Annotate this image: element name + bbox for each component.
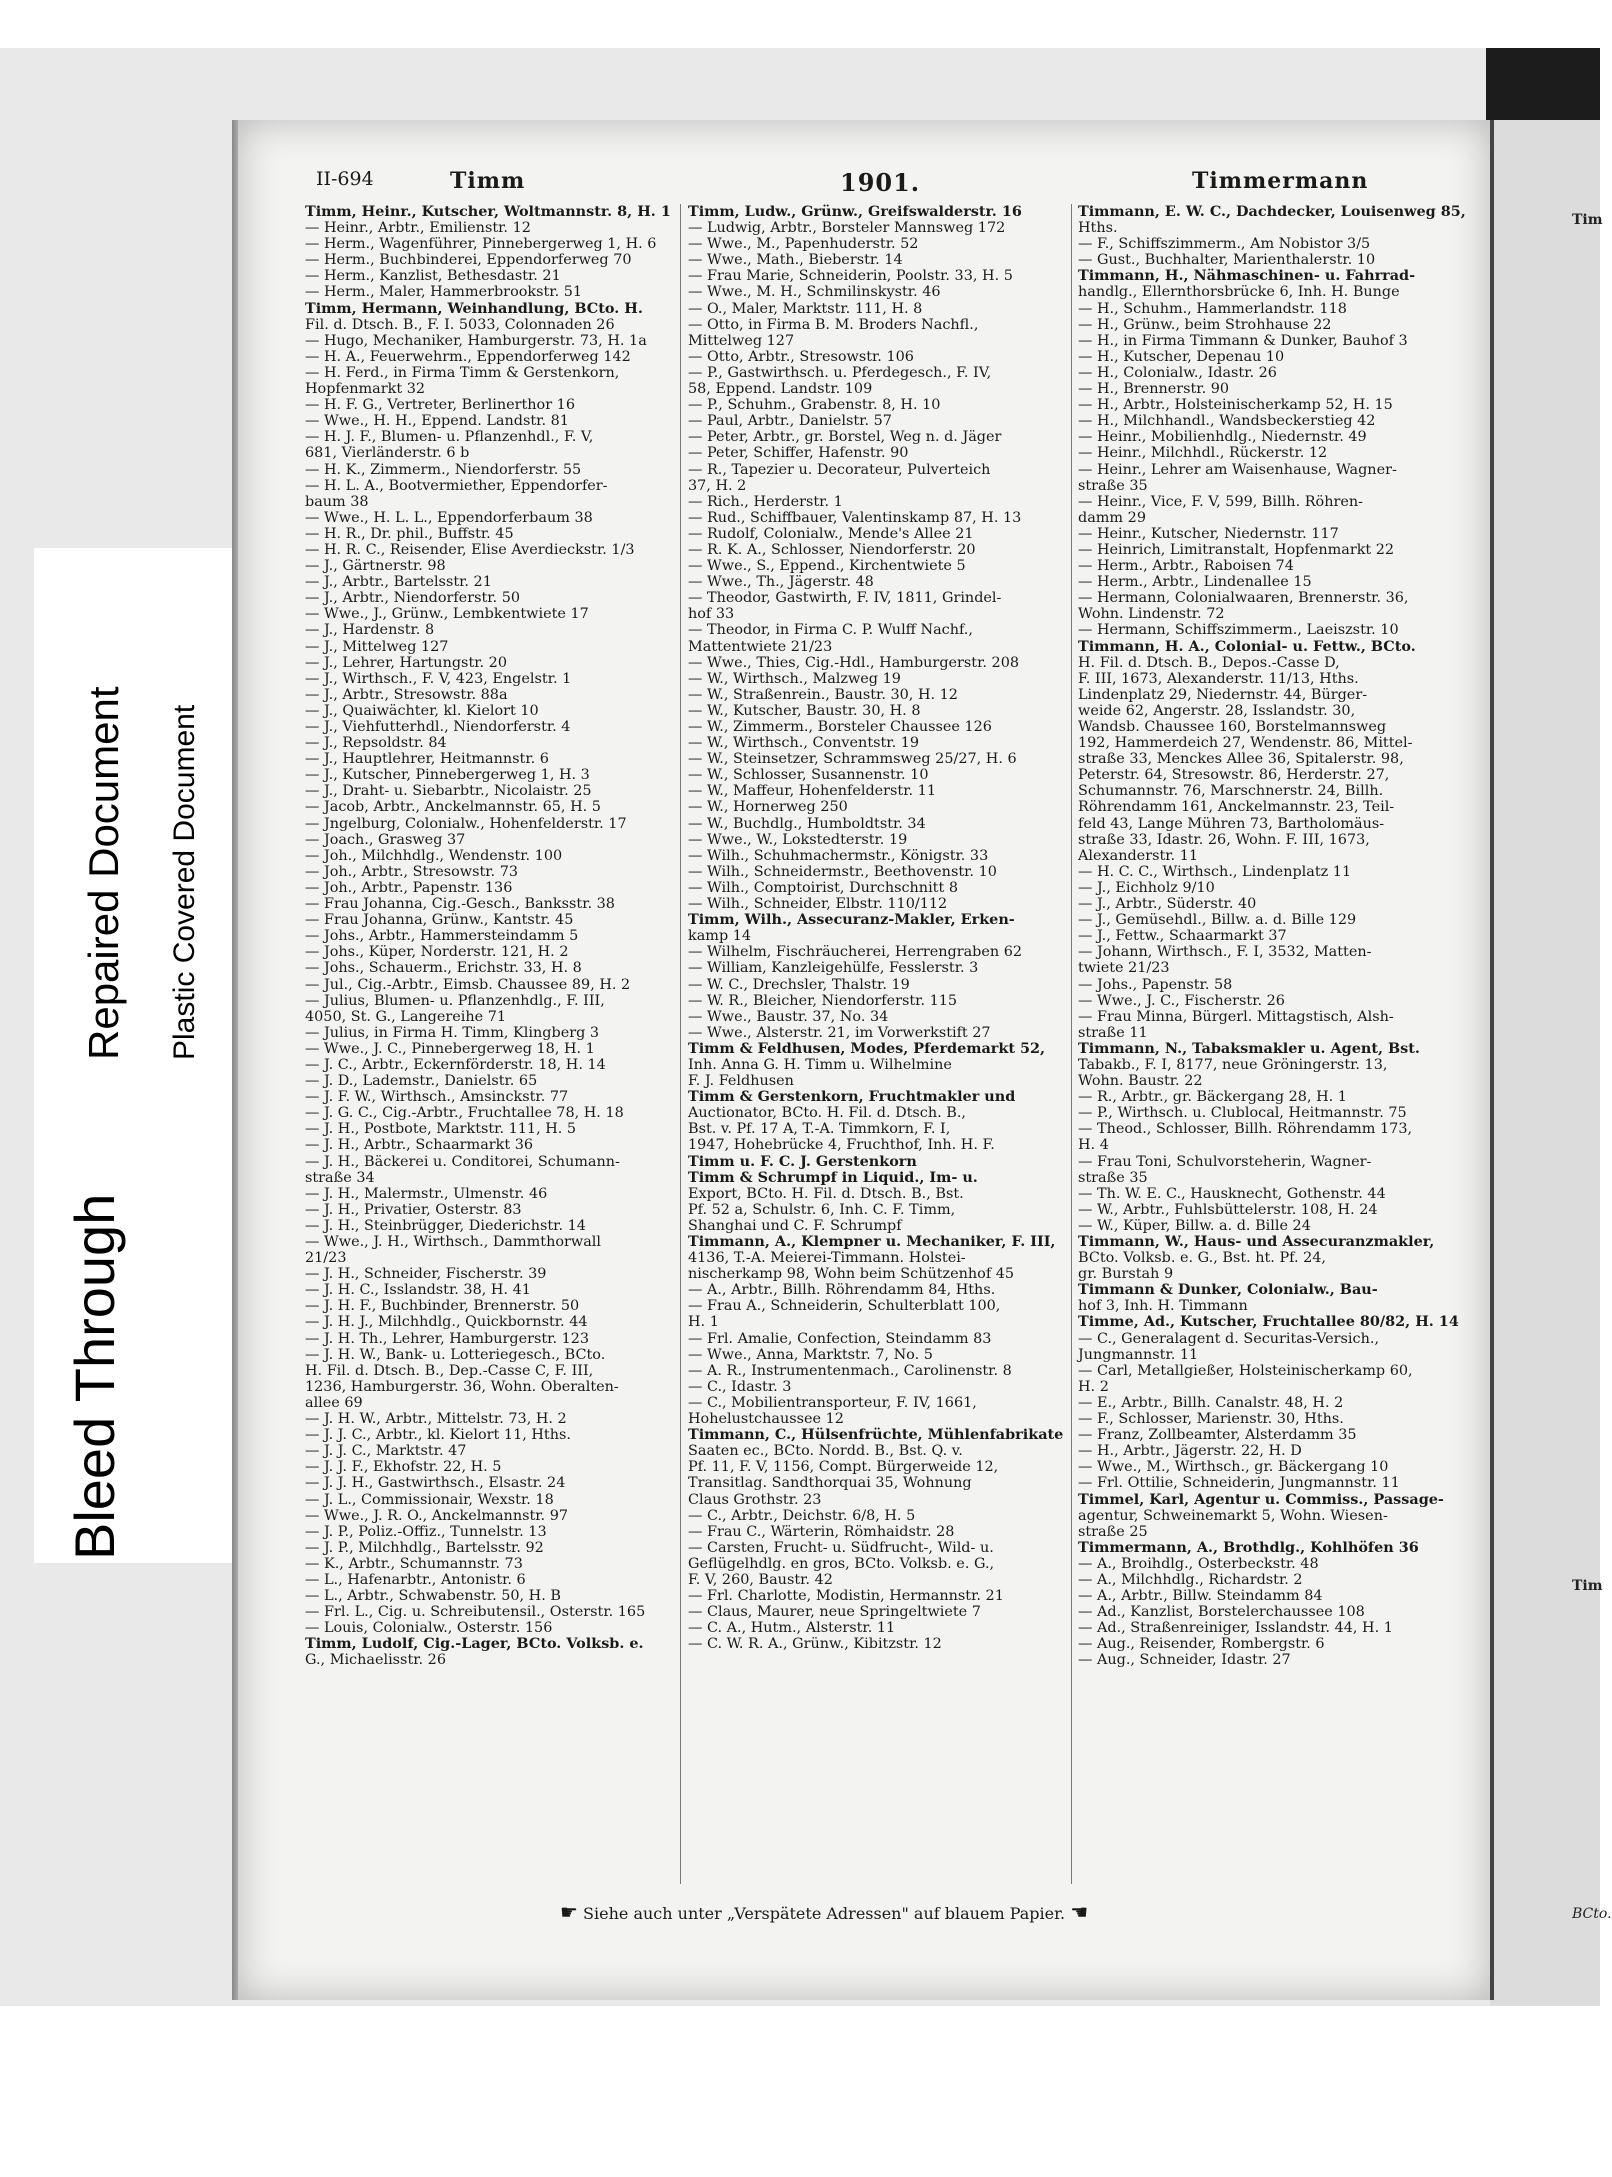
directory-entry: Timmann, C., Hülsenfrüchte, Mühlenfabrikate <box>688 1426 1064 1444</box>
directory-entry: — W., Kutscher, Baustr. 30, H. 8 <box>688 702 921 719</box>
directory-entry: — Peter, Schiffer, Hafenstr. 90 <box>688 445 909 462</box>
directory-entry: — Wwe., Alsterstr. 21, im Vorwerkstift 27 <box>688 1024 991 1041</box>
directory-entry: straße 35 <box>1078 1169 1148 1186</box>
directory-entry: 58, Eppend. Landstr. 109 <box>688 381 873 398</box>
directory-entry: — Rud., Schiffbauer, Valentinskamp 87, H. 13 <box>688 509 1022 526</box>
directory-entry: — Wwe., J. H., Wirthsch., Dammthorwall <box>305 1234 601 1250</box>
directory-entry: — Otto, Arbtr., Stresowstr. 106 <box>688 348 914 365</box>
directory-entry: Timmann, H., Nähmaschinen- u. Fahrrad- <box>1078 267 1416 285</box>
directory-entry: — J., Wirthsch., F. V, 423, Engelstr. 1 <box>305 670 572 687</box>
directory-entry: — Johann, Wirthsch., F. I, 3532, Matten- <box>1078 944 1372 961</box>
directory-entry: — W., Küper, Billw. a. d. Bille 24 <box>1078 1217 1311 1234</box>
directory-entry: — William, Kanzleigehülfe, Fesslerstr. 3 <box>688 960 979 977</box>
directory-entry: straße 35 <box>1078 477 1148 494</box>
directory-entry: Timm, Heinr., Kutscher, Woltmannstr. 8, H. 1 <box>305 203 671 220</box>
directory-entry: — Joach., Grasweg 37 <box>305 831 466 848</box>
directory-entry: handlg., Ellernthorsbrücke 6, Inh. H. Bunge <box>1078 284 1400 301</box>
directory-entry: — Wwe., J., Grünw., Lembkentwiete 17 <box>305 606 589 623</box>
directory-entry: — J. H., Arbtr., Schaarmarkt 36 <box>305 1137 534 1154</box>
directory-entry: — J. J. C., Marktstr. 47 <box>305 1443 467 1460</box>
directory-entry: — J., Repsoldstr. 84 <box>305 735 447 752</box>
directory-column-1 <box>305 204 675 1669</box>
directory-entry: — C., Mobilientransporteur, F. IV, 1661, <box>688 1394 977 1411</box>
directory-entry: — Heinr., Kutscher, Niedernstr. 117 <box>1078 525 1339 542</box>
directory-entry: — Frau Johanna, Grünw., Kantstr. 45 <box>305 912 574 929</box>
directory-entry: Export, BCto. H. Fil. d. Dtsch. B., Bst. <box>688 1185 964 1202</box>
directory-entry: — Wwe., H. L. L., Eppendorferbaum 38 <box>305 509 593 526</box>
directory-entry: weide 62, Angerstr. 28, Isslandstr. 30, <box>1078 702 1356 719</box>
directory-entry: hof 3, Inh. H. Timmann <box>1078 1298 1248 1315</box>
plastic-covered-label: Plastic Covered Document <box>168 704 201 1060</box>
directory-entry: — Johs., Papenstr. 58 <box>1078 976 1233 993</box>
directory-entry: — J. H., Schneider, Fischerstr. 39 <box>305 1266 547 1283</box>
directory-entry: — Rich., Herderstr. 1 <box>688 493 843 510</box>
directory-entry: — Johs., Küper, Norderstr. 121, H. 2 <box>305 944 569 961</box>
directory-entry: — J. H., Postbote, Marktstr. 111, H. 5 <box>305 1121 577 1138</box>
left-heading: Timm <box>450 168 526 194</box>
directory-entry: — J. H., Bäckerei u. Conditorei, Schumann- <box>305 1153 620 1170</box>
directory-entry: — J. H. J., Milchhdlg., Quickbornstr. 44 <box>305 1314 588 1331</box>
directory-entry: — W., Buchdlg., Humboldtstr. 34 <box>688 815 926 832</box>
directory-entry: H. 4 <box>1078 1137 1109 1154</box>
directory-entry: Mattentwiete 21/23 <box>688 638 833 655</box>
directory-entry: — Rudolf, Colonialw., Mende's Allee 21 <box>688 525 974 542</box>
directory-entry: Hths. <box>1078 220 1118 237</box>
directory-column-3 <box>1078 204 1468 1669</box>
directory-entry: straße 33, Idastr. 26, Wohn. F. III, 1673, <box>1078 831 1370 848</box>
directory-entry: damm 29 <box>1078 509 1146 526</box>
directory-entry: Lindenplatz 29, Niedernstr. 44, Bürger- <box>1078 686 1368 703</box>
directory-entry: — Ad., Straßenreiniger, Isslandstr. 44, H. 1 <box>1078 1620 1393 1637</box>
directory-entry: — Wwe., J. R. O., Anckelmannstr. 97 <box>305 1507 569 1524</box>
directory-entry: — A., Broihdlg., Osterbeckstr. 48 <box>1078 1555 1319 1572</box>
pointing-hand-icon: ☛ <box>560 1900 578 1924</box>
directory-entry: Timm & Schrumpf in Liquid., Im- u. <box>688 1168 978 1186</box>
directory-entry: — J., Lehrer, Hartungstr. 20 <box>305 654 507 671</box>
directory-entry: Geflügelhdlg. en gros, BCto. Volksb. e. G., <box>688 1555 995 1572</box>
directory-entry: 1236, Hamburgerstr. 36, Wohn. Oberalten- <box>305 1378 619 1395</box>
directory-entry: — H. R., Dr. phil., Buffstr. 45 <box>305 525 514 542</box>
directory-entry: — Wwe., J. C., Fischerstr. 26 <box>1078 992 1285 1009</box>
directory-entry: — H., Arbtr., Holsteinischerkamp 52, H. 15 <box>1078 397 1393 414</box>
right-heading: Timmermann <box>1192 168 1369 194</box>
directory-entry: — H. K., Zimmerm., Niendorferstr. 55 <box>305 461 582 478</box>
directory-entry: — Johs., Arbtr., Hammersteindamm 5 <box>305 928 579 945</box>
directory-entry: Pf. 11, F. V, 1156, Compt. Bürgerweide 12, <box>688 1459 999 1476</box>
directory-entry: Wohn. Baustr. 22 <box>1078 1073 1203 1090</box>
directory-entry: — R., Arbtr., gr. Bäckergang 28, H. 1 <box>1078 1089 1347 1106</box>
directory-entry: 4136, T.-A. Meierei-Timmann. Holstei- <box>688 1250 966 1267</box>
directory-entry: — P., Schuhm., Grabenstr. 8, H. 10 <box>688 397 941 414</box>
directory-entry: — Frau Toni, Schulvorsteherin, Wagner- <box>1078 1153 1372 1170</box>
directory-entry: — Aug., Reisender, Rombergstr. 6 <box>1078 1636 1325 1653</box>
directory-entry: — J., Draht- u. Siebarbtr., Nicolaistr. 25 <box>305 783 592 800</box>
directory-entry: — J. P., Poliz.-Offiz., Tunnelstr. 13 <box>305 1523 547 1540</box>
directory-entry: — E., Arbtr., Billh. Canalstr. 48, H. 2 <box>1078 1394 1344 1411</box>
directory-entry: — Hermann, Schiffszimmerm., Laeiszstr. 10 <box>1078 622 1399 639</box>
directory-entry: — Hugo, Mechaniker, Hamburgerstr. 73, H. 1a <box>305 332 647 349</box>
directory-entry: — J. H. W., Bank- u. Lotteriegesch., BCto. <box>305 1346 606 1363</box>
directory-entry: Timmann, H. A., Colonial- u. Fettw., BCto. <box>1078 637 1416 655</box>
directory-entry: — Wwe., Th., Jägerstr. 48 <box>688 574 874 591</box>
directory-entry: — H., Milchhandl., Wandsbeckerstieg 42 <box>1078 413 1376 430</box>
directory-entry: Alexanderstr. 11 <box>1078 847 1199 864</box>
directory-entry: — Heinr., Lehrer am Waisenhause, Wagner- <box>1078 461 1397 478</box>
directory-entry: — J. J. H., Gastwirthsch., Elsastr. 24 <box>305 1475 566 1492</box>
directory-entry: allee 69 <box>305 1394 363 1411</box>
directory-entry: — W., Zimmerm., Borsteler Chaussee 126 <box>688 719 992 735</box>
directory-entry: — Wwe., J. C., Pinnebergerweg 18, H. 1 <box>305 1040 595 1057</box>
directory-entry: — Wilh., Schneidermstr., Beethovenstr. 10 <box>688 863 997 880</box>
directory-entry: — J. P., Milchhdlg., Bartelsstr. 92 <box>305 1539 544 1556</box>
directory-entry: — A., Arbtr., Billh. Röhrendamm 84, Hths. <box>688 1282 996 1299</box>
directory-entry: — Frl. L., Cig. u. Schreibutensil., Osterstr. 165 <box>305 1604 646 1621</box>
directory-entry: — Wwe., M., Papenhuderstr. 52 <box>688 236 919 253</box>
directory-entry: — Hermann, Colonialwaaren, Brennerstr. 36, <box>1078 590 1409 607</box>
directory-entry: Timmann, E. W. C., Dachdecker, Louisenweg 85, <box>1078 203 1466 220</box>
year-heading: 1901. <box>840 168 921 197</box>
directory-entry: — J., Kutscher, Pinnebergerweg 1, H. 3 <box>305 767 590 784</box>
directory-entry: Pf. 52 a, Schulstr. 6, Inh. C. F. Timm, <box>688 1201 956 1218</box>
directory-entry: Timmel, Karl, Agentur u. Commiss., Passage- <box>1078 1490 1444 1508</box>
directory-entry: — H. A., Feuerwehrm., Eppendorferweg 142 <box>305 348 631 365</box>
directory-entry: — H. C. C., Wirthsch., Lindenplatz 11 <box>1078 863 1352 880</box>
directory-entry: — H. J. F., Blumen- u. Pflanzenhdl., F. V, <box>305 429 594 446</box>
directory-entry: Wohn. Lindenstr. 72 <box>1078 606 1225 623</box>
directory-entry: — Gust., Buchhalter, Marienthalerstr. 10 <box>1078 252 1376 269</box>
directory-entry: — Wwe., Anna, Marktstr. 7, No. 5 <box>688 1346 933 1363</box>
repaired-document-label: Repaired Document <box>80 686 127 1060</box>
directory-entry: — Wwe., S., Eppend., Kirchentwiete 5 <box>688 558 966 575</box>
directory-entry: — W., Maffeur, Hohenfelderstr. 11 <box>688 783 936 800</box>
directory-entry: 681, Vierländerstr. 6 b <box>305 445 470 462</box>
directory-entry: — Herm., Buchbinderei, Eppendorferweg 70 <box>305 252 632 269</box>
directory-entry: — Wwe., M., Wirthsch., gr. Bäckergang 10 <box>1078 1459 1389 1476</box>
directory-entry: — Wilhelm, Fischräucherei, Herrengraben 62 <box>688 944 1023 961</box>
directory-entry: — J. H. C., Isslandstr. 38, H. 41 <box>305 1282 531 1299</box>
directory-entry: — A., Arbtr., Billw. Steindamm 84 <box>1078 1588 1323 1605</box>
directory-entry: — Heinr., Vice, F. V, 599, Billh. Röhren- <box>1078 493 1364 510</box>
directory-entry: — Theod., Schlosser, Billh. Röhrendamm 173, <box>1078 1121 1413 1138</box>
directory-entry: — F., Schiffszimmerm., Am Nobistor 3/5 <box>1078 236 1371 253</box>
directory-entry: gr. Burstah 9 <box>1078 1266 1174 1283</box>
directory-entry: — Herm., Arbtr., Raboisen 74 <box>1078 558 1294 575</box>
directory-entry: Timme, Ad., Kutscher, Fruchtallee 80/82, H. 14 <box>1078 1313 1459 1331</box>
directory-entry: — J., Mittelweg 127 <box>305 638 449 655</box>
directory-entry: — C., Idastr. 3 <box>688 1378 792 1395</box>
column-rule <box>680 204 681 1884</box>
directory-entry: — J. H., Malermstr., Ulmenstr. 46 <box>305 1185 548 1202</box>
directory-entry: — F., Schlosser, Marienstr. 30, Hths. <box>1078 1411 1344 1428</box>
directory-entry: — Theodor, in Firma C. P. Wulff Nachf., <box>688 622 973 639</box>
directory-entry: Timmann, W., Haus- und Assecuranzmakler, <box>1078 1233 1435 1250</box>
directory-entry: — J. D., Lademstr., Danielstr. 65 <box>305 1073 538 1090</box>
adjacent-page-fragment: Tim <box>1572 212 1603 228</box>
directory-entry: — P., Wirthsch. u. Clublocal, Heitmannstr. 75 <box>1078 1105 1407 1122</box>
directory-entry: — Julius, Blumen- u. Pflanzenhdlg., F. III, <box>305 992 605 1009</box>
directory-entry: — Herm., Kanzlist, Bethesdastr. 21 <box>305 268 561 285</box>
directory-entry: — Frl. Ottilie, Schneiderin, Jungmannstr. 11 <box>1078 1475 1400 1492</box>
bleed-through-label: Bleed Through <box>63 1193 126 1560</box>
directory-entry: straße 34 <box>305 1169 375 1186</box>
directory-entry: — O., Maler, Marktstr. 111, H. 8 <box>688 300 923 317</box>
directory-entry: — L., Hafenarbtr., Antonistr. 6 <box>305 1571 526 1588</box>
directory-entry: — W., Arbtr., Fuhlsbüttelerstr. 108, H. 24 <box>1078 1201 1378 1218</box>
directory-entry: — J., Arbtr., Niendorferstr. 50 <box>305 590 521 607</box>
directory-entry: — H. L. A., Bootvermiether, Eppendorfer- <box>305 477 608 494</box>
directory-entry: — J. L., Commissionair, Wexstr. 18 <box>305 1491 554 1508</box>
directory-entry: — J., Quaiwächter, kl. Kielort 10 <box>305 702 539 719</box>
directory-entry: Transitlag. Sandthorquai 35, Wohnung <box>688 1475 972 1492</box>
column-rule <box>1071 204 1072 1884</box>
footer-note <box>560 1900 1088 1924</box>
directory-entry: Röhrendamm 161, Anckelmannstr. 23, Teil- <box>1078 799 1395 816</box>
directory-entry: — Frl. Amalie, Confection, Steindamm 83 <box>688 1330 992 1347</box>
directory-entry: — J., Viehfutterhdl., Niendorferstr. 4 <box>305 719 571 735</box>
directory-entry: — J. G. C., Cig.-Arbtr., Fruchtallee 78, H. 18 <box>305 1105 624 1122</box>
directory-entry: — Wilh., Schuhmachermstr., Königstr. 33 <box>688 847 989 864</box>
directory-entry: — Joh., Arbtr., Papenstr. 136 <box>305 879 513 896</box>
footer-note-text: Siehe auch unter „Verspätete Adressen" auf blauem Papier. <box>583 1904 1066 1923</box>
directory-entry: Fil. d. Dtsch. B., F. I. 5033, Colonnaden 26 <box>305 316 615 333</box>
adjacent-page <box>1490 48 1600 2006</box>
directory-entry: — Jul., Cig.-Arbtr., Eimsb. Chaussee 89, H. 2 <box>305 976 631 993</box>
directory-entry: — Wwe., W., Lokstedterstr. 19 <box>688 831 908 848</box>
directory-entry: — W., Wirthsch., Conventstr. 19 <box>688 735 920 752</box>
directory-entry: Tabakb., F. I, 8177, neue Gröningerstr. 13, <box>1078 1056 1388 1073</box>
directory-entry: — J., Arbtr., Stresowstr. 88a <box>305 686 508 703</box>
directory-entry: — Herm., Arbtr., Lindenallee 15 <box>1078 574 1312 591</box>
pointing-hand-icon: ☚ <box>1070 1900 1089 1924</box>
directory-entry: — J., Gemüsehdl., Billw. a. d. Bille 129 <box>1078 912 1357 929</box>
directory-entry: F. III, 1673, Alexanderstr. 11/13, Hths. <box>1078 670 1359 687</box>
directory-entry: nischerkamp 98, Wohn beim Schützenhof 45 <box>688 1266 1015 1283</box>
directory-entry: Claus Grothstr. 23 <box>688 1491 822 1508</box>
directory-entry: — J. C., Arbtr., Eckernförderstr. 18, H. 14 <box>305 1056 606 1073</box>
directory-entry: — J., Hardenstr. 8 <box>305 622 435 639</box>
directory-entry: — J. H. W., Arbtr., Mittelstr. 73, H. 2 <box>305 1411 567 1428</box>
directory-entry: — H., Grünw., beim Strohhause 22 <box>1078 316 1332 333</box>
directory-entry: — A. R., Instrumentenmach., Carolinenstr. 8 <box>688 1362 1012 1379</box>
directory-entry: Mittelweg 127 <box>688 332 795 349</box>
directory-column-2 <box>688 204 1068 1652</box>
directory-entry: 21/23 <box>305 1250 347 1267</box>
directory-entry: Timm u. F. C. J. Gerstenkorn <box>688 1152 917 1170</box>
directory-entry: — Heinr., Milchhdl., Rückerstr. 12 <box>1078 445 1328 462</box>
directory-entry: Saaten ec., BCto. Nordd. B., Bst. Q. v. <box>688 1443 963 1460</box>
directory-entry: Inh. Anna G. H. Timm u. Wilhelmine <box>688 1056 952 1073</box>
directory-entry: — Wilh., Schneider, Elbstr. 110/112 <box>688 896 948 913</box>
page-number: II-694 <box>316 168 374 190</box>
directory-entry: — J. J. F., Ekhofstr. 22, H. 5 <box>305 1459 502 1476</box>
directory-entry: — Wwe., Thies, Cig.-Hdl., Hamburgerstr. 208 <box>688 654 1020 671</box>
adjacent-page-shadow <box>1486 48 1600 120</box>
directory-entry: straße 33, Menckes Allee 36, Spitalerstr. 98, <box>1078 751 1404 768</box>
directory-entry: BCto. Volksb. e. G., Bst. ht. Pf. 24, <box>1078 1250 1326 1267</box>
directory-entry: — Franz, Zollbeamter, Alsterdamm 35 <box>1078 1427 1357 1444</box>
directory-entry: — Frau C., Wärterin, Römhaidstr. 28 <box>688 1523 955 1540</box>
directory-entry: Wandsb. Chaussee 160, Borstelmannsweg <box>1078 719 1387 735</box>
directory-entry: — J., Arbtr., Bartelsstr. 21 <box>305 574 492 591</box>
directory-entry: — Wwe., Baustr. 37, No. 34 <box>688 1008 889 1025</box>
directory-entry: — Johs., Schauerm., Erichstr. 33, H. 8 <box>305 960 582 977</box>
directory-entry: Hohelustchaussee 12 <box>688 1411 844 1428</box>
directory-entry: — P., Gastwirthsch. u. Pferdegesch., F. IV, <box>688 364 992 381</box>
directory-entry: — A., Milchhdlg., Richardstr. 2 <box>1078 1571 1303 1588</box>
directory-entry: G., Michaelisstr. 26 <box>305 1652 446 1669</box>
directory-entry: — J., Eichholz 9/10 <box>1078 879 1215 896</box>
directory-entry: Timmann & Dunker, Colonialw., Bau- <box>1078 1281 1378 1299</box>
directory-entry: — H., Arbtr., Jägerstr. 22, H. D <box>1078 1443 1302 1460</box>
directory-entry: 192, Hammerdeich 27, Wendenstr. 86, Mittel- <box>1078 735 1413 752</box>
directory-entry: Bst. v. Pf. 17 A, T.-A. Timmkorn, F. I, <box>688 1121 951 1138</box>
directory-entry: — Ludwig, Arbtr., Borsteler Mannsweg 172 <box>688 220 1006 237</box>
directory-entry: — J., Hauptlehrer, Heitmannstr. 6 <box>305 751 549 768</box>
directory-entry: — W., Schlosser, Susannenstr. 10 <box>688 767 929 784</box>
directory-entry: — H., in Firma Timmann & Dunker, Bauhof 3 <box>1078 332 1408 349</box>
directory-entry: — Joh., Milchhdlg., Wendenstr. 100 <box>305 847 563 864</box>
directory-entry: twiete 21/23 <box>1078 960 1170 977</box>
directory-entry: — Julius, in Firma H. Timm, Klingberg 3 <box>305 1024 600 1041</box>
directory-entry: straße 25 <box>1078 1523 1148 1540</box>
directory-entry: — J., Gärtnerstr. 98 <box>305 558 446 575</box>
directory-entry: — Frau A., Schneiderin, Schulterblatt 100, <box>688 1298 1001 1315</box>
directory-entry: — Heinr., Mobilienhdlg., Niedernstr. 49 <box>1078 429 1367 446</box>
directory-entry: — W. C., Drechsler, Thalstr. 19 <box>688 976 910 993</box>
directory-entry: — Frl. Charlotte, Modistin, Hermannstr. 21 <box>688 1588 1004 1605</box>
directory-entry: Auctionator, BCto. H. Fil. d. Dtsch. B., <box>688 1105 967 1122</box>
directory-entry: — H., Kutscher, Depenau 10 <box>1078 348 1285 365</box>
directory-entry: Timm, Ludw., Grünw., Greifswalderstr. 16 <box>688 203 1022 220</box>
directory-entry: — J., Fettw., Schaarmarkt 37 <box>1078 928 1287 945</box>
directory-entry: — Wwe., M. H., Schmilinskystr. 46 <box>688 284 941 301</box>
directory-entry: — J. H. F., Buchbinder, Brennerstr. 50 <box>305 1298 580 1315</box>
directory-entry: — Frau Johanna, Cig.-Gesch., Banksstr. 38 <box>305 896 615 913</box>
directory-entry: H. 2 <box>1078 1378 1109 1395</box>
directory-entry: — Th. W. E. C., Hausknecht, Gothenstr. 44 <box>1078 1185 1386 1202</box>
adjacent-page-fragment: Tim <box>1572 1578 1603 1594</box>
directory-entry: feld 43, Lange Mühren 73, Bartholomäus- <box>1078 815 1385 832</box>
directory-entry: — Wwe., H. H., Eppend. Landstr. 81 <box>305 413 569 430</box>
directory-entry: — Otto, in Firma B. M. Broders Nachfl., <box>688 316 979 333</box>
directory-entry: — H. R. C., Reisender, Elise Averdieckstr. 1/3 <box>305 541 635 558</box>
directory-entry: hof 33 <box>688 606 735 623</box>
directory-entry: — Jngelburg, Colonialw., Hohenfelderstr. 17 <box>305 815 627 832</box>
directory-entry: — Theodor, Gastwirth, F. IV, 1811, Grindel- <box>688 590 1002 607</box>
directory-entry: — Herm., Wagenführer, Pinnebergerweg 1, H. 6 <box>305 236 657 253</box>
directory-entry: — R., Tapezier u. Decorateur, Pulverteich <box>688 461 991 478</box>
directory-entry: Timm & Feldhusen, Modes, Pferdemarkt 52, <box>688 1039 1046 1057</box>
directory-entry: 37, H. 2 <box>688 477 747 494</box>
adjacent-page-fragment: BCto. <box>1572 1906 1612 1922</box>
directory-entry: — Joh., Arbtr., Stresowstr. 73 <box>305 863 519 880</box>
directory-entry: — C., Arbtr., Deichstr. 6/8, H. 5 <box>688 1507 916 1524</box>
directory-entry: — C. W. R. A., Grünw., Kibitzstr. 12 <box>688 1636 942 1653</box>
directory-entry: straße 11 <box>1078 1024 1148 1041</box>
directory-entry: — Heinrich, Limitranstalt, Hopfenmarkt 22 <box>1078 541 1395 558</box>
directory-entry: — H., Brennerstr. 90 <box>1078 381 1230 398</box>
directory-entry: Schumannstr. 76, Marschnerstr. 24, Billh. <box>1078 783 1384 800</box>
directory-entry: — Wwe., Math., Bieberstr. 14 <box>688 252 903 269</box>
directory-entry: — J., Arbtr., Süderstr. 40 <box>1078 896 1257 913</box>
directory-entry: Shanghai und C. F. Schrumpf <box>688 1217 902 1234</box>
directory-entry: — Herm., Maler, Hammerbrookstr. 51 <box>305 284 583 301</box>
directory-entry: H. Fil. d. Dtsch. B., Dep.-Casse C, F. III, <box>305 1362 594 1379</box>
directory-entry: — R. K. A., Schlosser, Niendorferstr. 20 <box>688 541 976 558</box>
directory-entry: — W., Wirthsch., Malzweg 19 <box>688 670 901 687</box>
directory-entry: Peterstr. 64, Stresowstr. 86, Herderstr. 27, <box>1078 767 1390 784</box>
directory-entry: Timm, Ludolf, Cig.-Lager, BCto. Volksb. e. <box>305 1635 644 1653</box>
directory-entry: Timm & Gerstenkorn, Fruchtmakler und <box>688 1088 1016 1106</box>
directory-entry: — H., Colonialw., Idastr. 26 <box>1078 364 1277 381</box>
directory-entry: — J. H., Steinbrügger, Diederichstr. 14 <box>305 1217 586 1234</box>
directory-entry: H. Fil. d. Dtsch. B., Depos.-Casse D, <box>1078 654 1340 671</box>
directory-entry: — Wilh., Comptoirist, Durchschnitt 8 <box>688 879 958 896</box>
directory-entry: Timm, Wilh., Assecuranz-Makler, Erken- <box>688 911 1015 929</box>
directory-entry: — Louis, Colonialw., Osterstr. 156 <box>305 1620 553 1637</box>
directory-entry: — Jacob, Arbtr., Anckelmannstr. 65, H. 5 <box>305 799 601 816</box>
directory-entry: Timmann, A., Klempner u. Mechaniker, F. III, <box>688 1233 1056 1250</box>
directory-entry: — Frau Marie, Schneiderin, Poolstr. 33, H. 5 <box>688 268 1013 285</box>
directory-entry: — H., Schuhm., Hammerlandstr. 118 <box>1078 300 1347 317</box>
directory-entry: Timm, Hermann, Weinhandlung, BCto. H. <box>305 299 643 317</box>
directory-entry: — Carl, Metallgießer, Holsteinischerkamp 60, <box>1078 1362 1413 1379</box>
directory-entry: — C., Generalagent d. Securitas-Versich., <box>1078 1330 1380 1347</box>
directory-entry: — Frau Minna, Bürgerl. Mittagstisch, Alsh- <box>1078 1008 1394 1025</box>
directory-entry: 4050, St. G., Langereihe 71 <box>305 1008 507 1025</box>
directory-entry: H. 1 <box>688 1314 719 1331</box>
directory-entry: — C. A., Hutm., Alsterstr. 11 <box>688 1620 896 1637</box>
directory-entry: — W. R., Bleicher, Niendorferstr. 115 <box>688 992 958 1009</box>
directory-entry: — J. J. C., Arbtr., kl. Kielort 11, Hths. <box>305 1427 571 1444</box>
directory-entry: — Heinr., Arbtr., Emilienstr. 12 <box>305 220 531 237</box>
directory-entry: — W., Hornerweg 250 <box>688 799 848 816</box>
directory-entry: — W., Straßenrein., Baustr. 30, H. 12 <box>688 686 958 703</box>
directory-entry: kamp 14 <box>688 928 752 945</box>
directory-entry: F. J. Feldhusen <box>688 1073 794 1090</box>
directory-entry: Jungmannstr. 11 <box>1078 1346 1199 1363</box>
directory-entry: — Carsten, Frucht- u. Südfrucht-, Wild- u. <box>688 1539 994 1556</box>
directory-entry: — Paul, Arbtr., Danielstr. 57 <box>688 413 892 430</box>
directory-entry: F. V, 260, Baustr. 42 <box>688 1571 833 1588</box>
directory-entry: — K., Arbtr., Schumannstr. 73 <box>305 1555 523 1572</box>
directory-entry: — Claus, Maurer, neue Springeltwiete 7 <box>688 1604 981 1621</box>
directory-entry: agentur, Schweinemarkt 5, Wohn. Wiesen- <box>1078 1507 1388 1524</box>
directory-entry: — L., Arbtr., Schwabenstr. 50, H. B <box>305 1588 561 1605</box>
directory-entry: Timmermann, A., Brothdlg., Kohlhöfen 36 <box>1078 1538 1419 1556</box>
directory-entry: — H. F. G., Vertreter, Berlinerthor 16 <box>305 397 575 414</box>
directory-entry: — J. H., Privatier, Osterstr. 83 <box>305 1201 522 1218</box>
directory-entry: Timmann, N., Tabaksmakler u. Agent, Bst. <box>1078 1039 1420 1057</box>
directory-entry: — J. F. W., Wirthsch., Amsinckstr. 77 <box>305 1089 569 1106</box>
directory-entry: — W., Steinsetzer, Schrammsweg 25/27, H. 6 <box>688 751 1017 768</box>
directory-entry: — H. Ferd., in Firma Timm & Gerstenkorn, <box>305 364 620 381</box>
directory-entry: — Peter, Arbtr., gr. Borstel, Weg n. d. Jäger <box>688 429 1002 446</box>
directory-entry: — Ad., Kanzlist, Borstelerchaussee 108 <box>1078 1604 1365 1621</box>
directory-entry: — J. H. Th., Lehrer, Hamburgerstr. 123 <box>305 1330 590 1347</box>
directory-entry: baum 38 <box>305 493 369 510</box>
directory-entry: — Aug., Schneider, Idastr. 27 <box>1078 1652 1291 1669</box>
directory-entry: 1947, Hohebrücke 4, Fruchthof, Inh. H. F. <box>688 1137 995 1154</box>
directory-entry: Hopfenmarkt 32 <box>305 381 426 398</box>
